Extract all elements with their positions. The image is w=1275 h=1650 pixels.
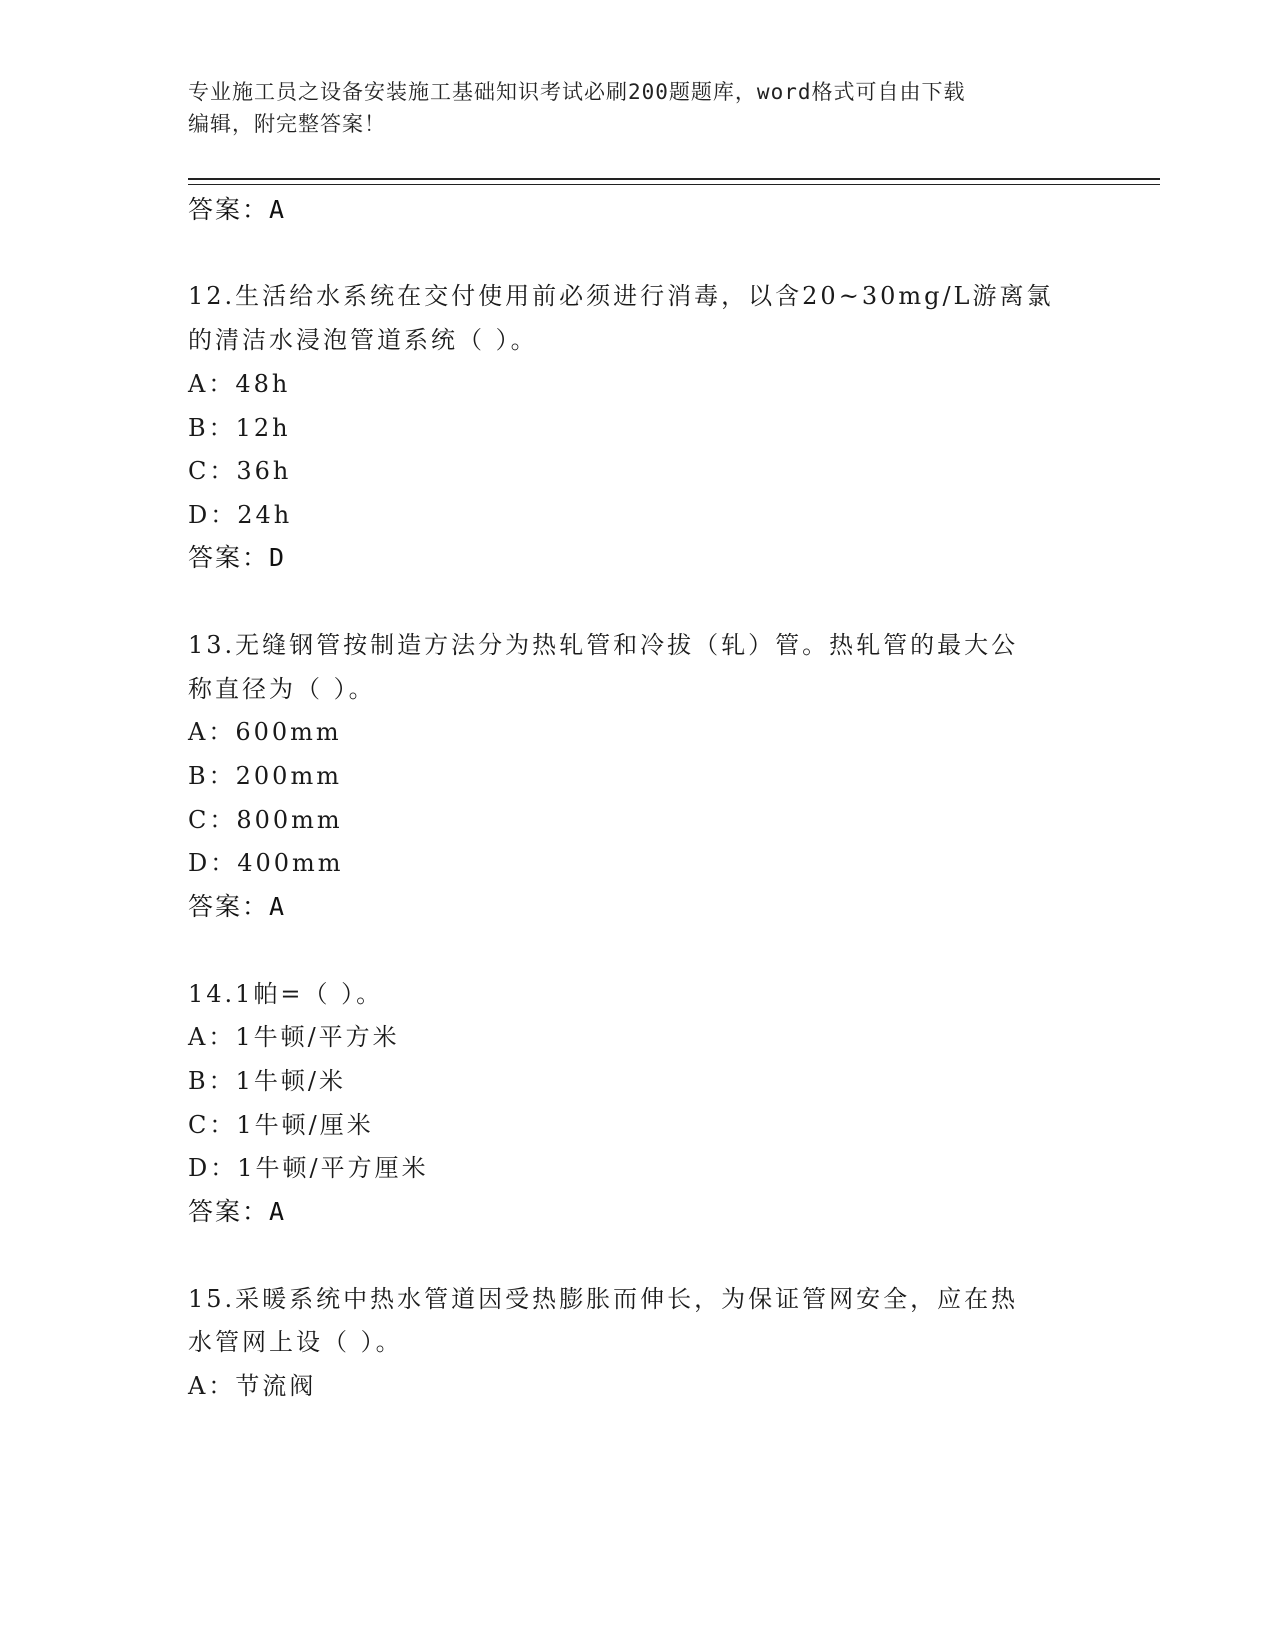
question-14-answer: 答案：A [188,1197,287,1226]
previous-answer: 答案：A [188,195,287,224]
question-12-stem-line-2: 的清洁水浸泡管道系统（ ）。 [188,326,538,354]
question-15-option-a: A：节流阀 [188,1372,317,1400]
question-12-option-c: C：36h [188,457,292,485]
header-divider-thick [188,178,1160,180]
question-14-stem: 14.1帕=（ ）。 [188,980,384,1008]
header-line-2: 编辑，附完整答案！ [188,112,386,136]
header-divider-thin [188,184,1160,185]
question-14-option-d: D：1牛顿/平方厘米 [188,1154,429,1182]
question-13-answer: 答案：A [188,892,287,921]
question-15-stem-line-1: 15.采暖系统中热水管道因受热膨胀而伸长，为保证管网安全，应在热 [188,1285,1019,1313]
question-13-stem-line-1: 13.无缝钢管按制造方法分为热轧管和冷拔（轧）管。热轧管的最大公 [188,631,1019,659]
document-header [188,76,1068,140]
question-14-option-b: B：1牛顿/米 [188,1067,346,1095]
question-13-option-a: A：600mm [188,718,342,746]
question-14-option-a: A：1牛顿/平方米 [188,1023,400,1051]
question-14-option-c: C：1牛顿/厘米 [188,1111,374,1139]
question-13-stem-line-2: 称直径为（ ）。 [188,675,376,703]
question-12-stem-line-1: 12.生活给水系统在交付使用前必须进行消毒，以含20~30mg/L游离氯 [188,282,1054,310]
question-12-option-b: B：12h [188,414,291,442]
question-12-answer: 答案：D [188,543,287,572]
question-12-option-d: D：24h [188,501,293,529]
question-15-stem-line-2: 水管网上设（ ）。 [188,1328,403,1356]
question-13-option-c: C：800mm [188,806,343,834]
question-13-option-b: B：200mm [188,762,342,790]
question-13-option-d: D：400mm [188,849,344,877]
header-line-1: 专业施工员之设备安装施工基础知识考试必刷200题题库，word格式可自由下载 [188,80,966,104]
question-12-option-a: A：48h [188,370,291,398]
